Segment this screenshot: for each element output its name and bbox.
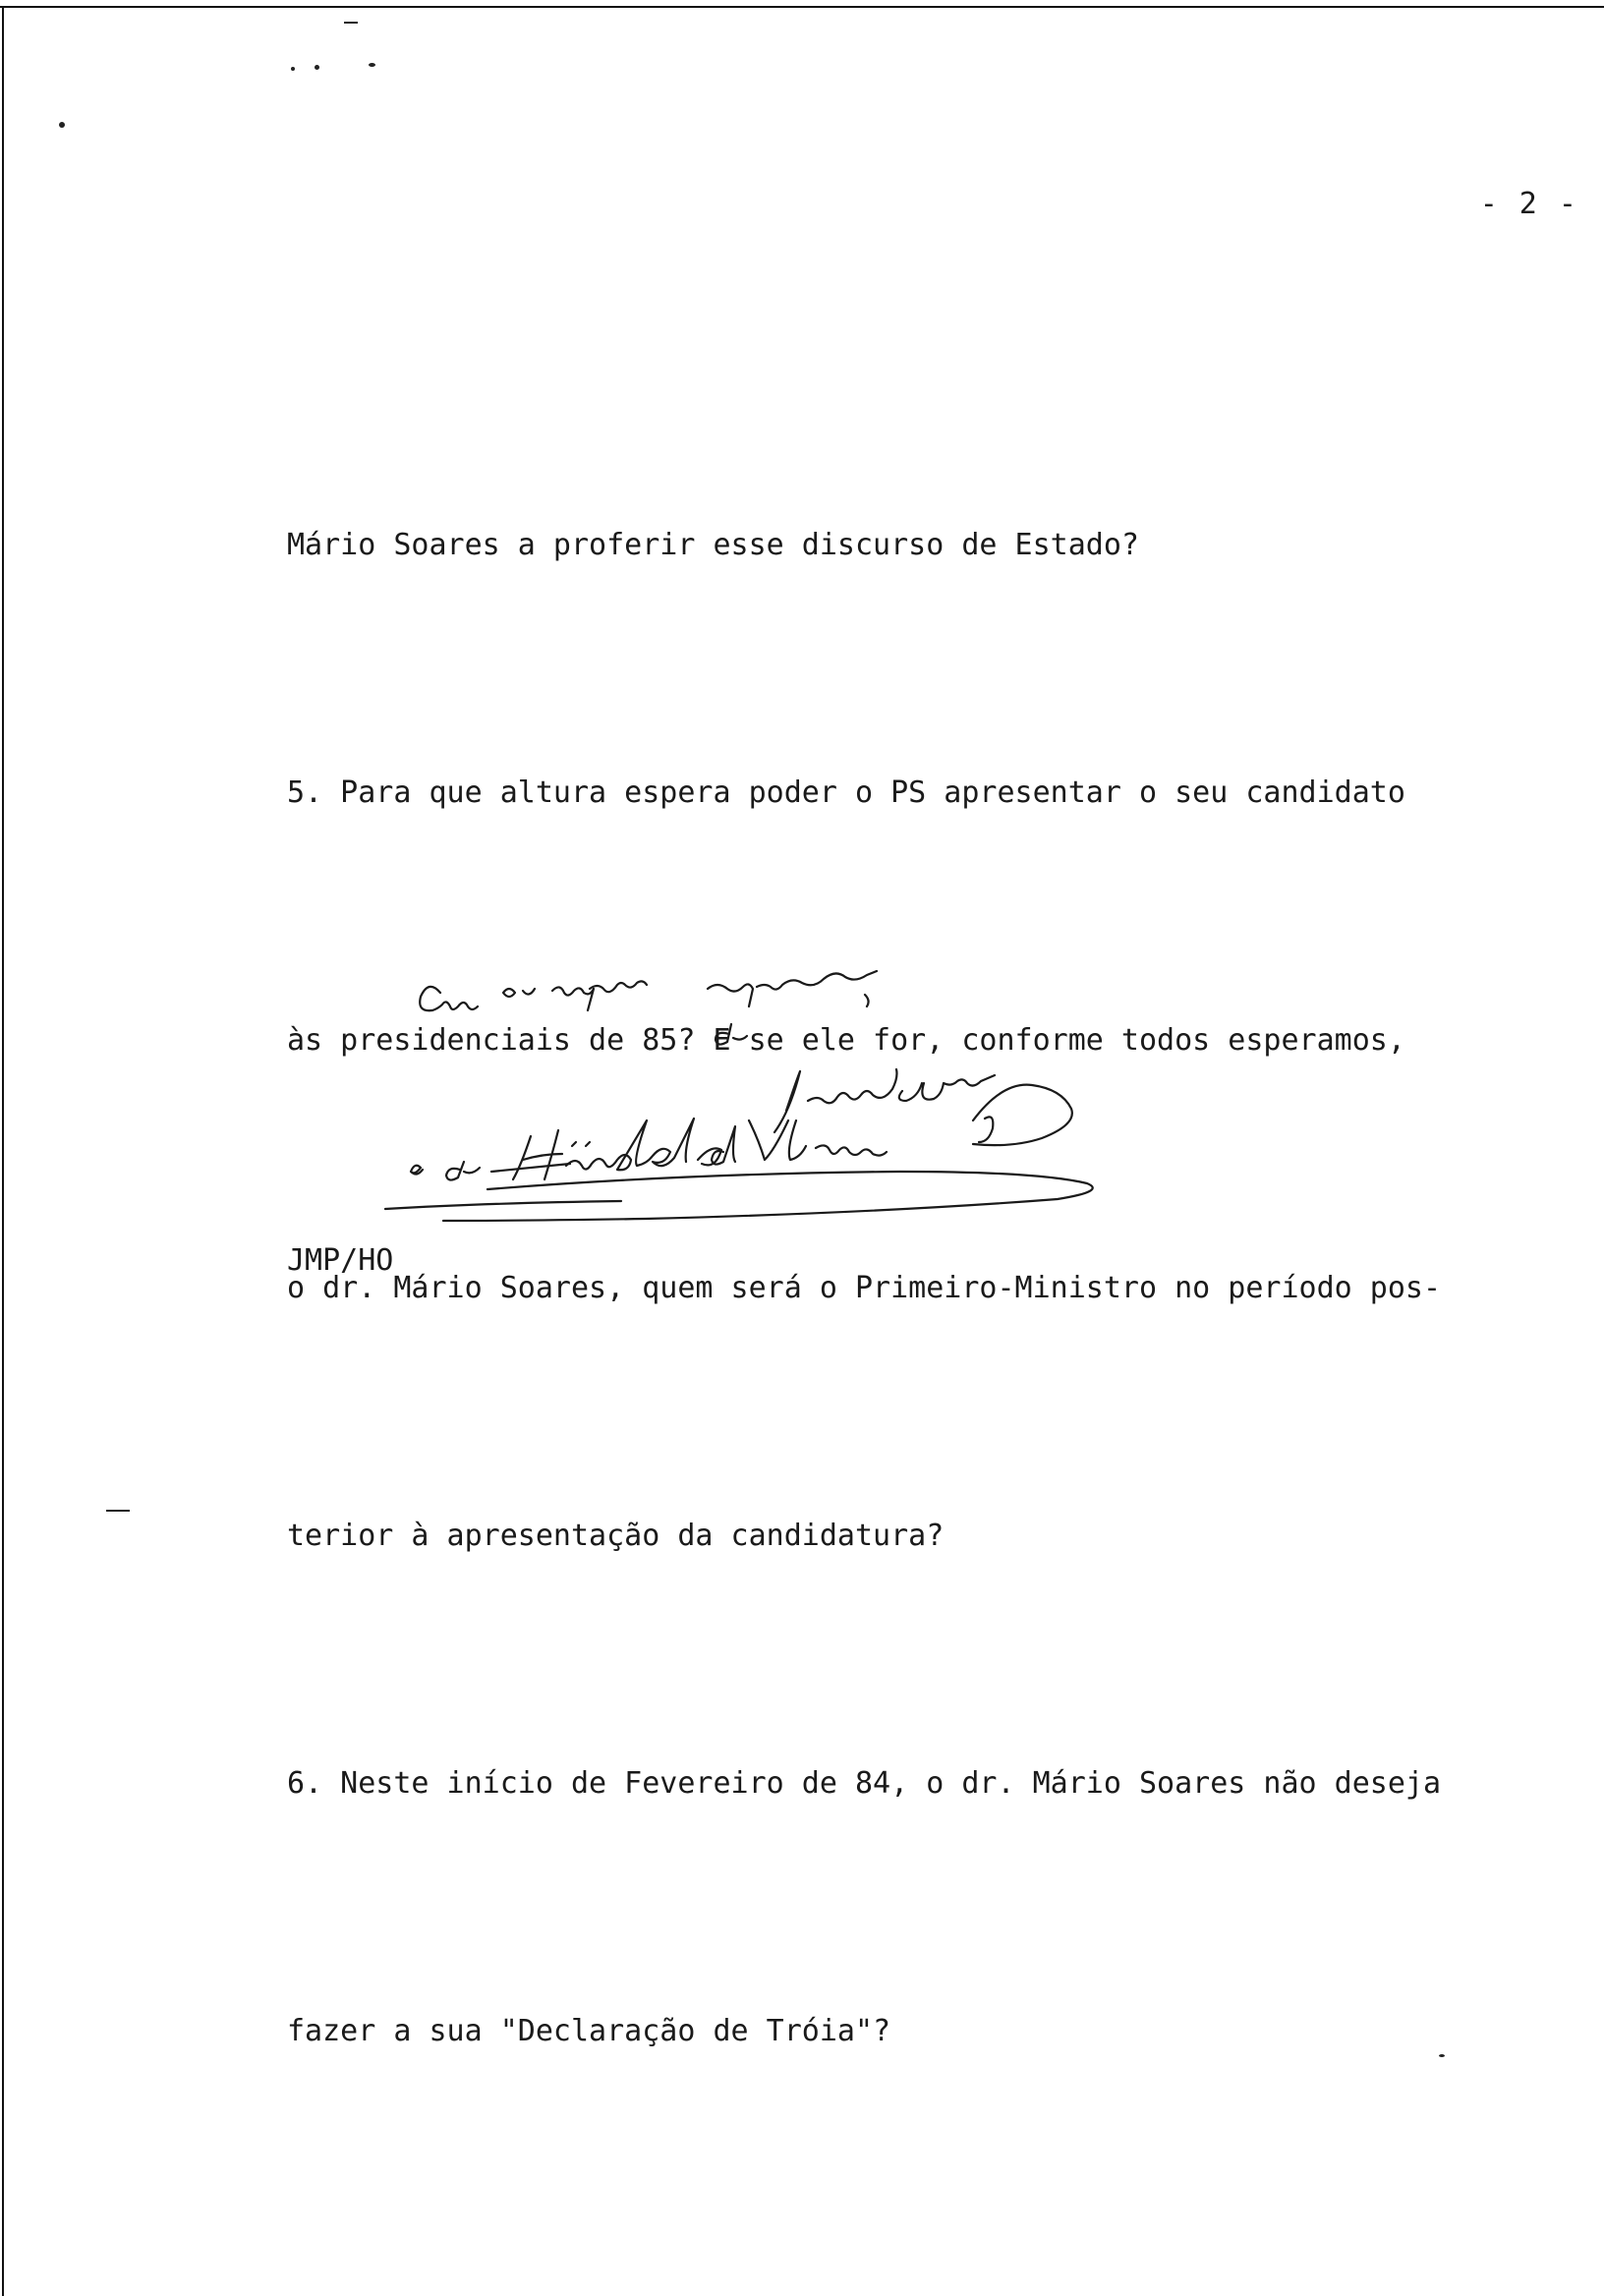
scan-speck xyxy=(369,63,375,67)
reference-initials: JMP/HO xyxy=(287,1243,394,1278)
handwritten-signature-drawing xyxy=(295,944,1179,1278)
scan-speck xyxy=(315,65,319,70)
body-line: fazer a sua "Declaração de Tróia"? xyxy=(287,2014,891,2048)
body-line: terior à apresentação da candidatura? xyxy=(287,1519,945,1553)
page-border-left xyxy=(2,6,4,2296)
scan-speck xyxy=(59,122,65,128)
scan-mark xyxy=(106,1510,130,1512)
page-number: - 2 - xyxy=(1479,187,1578,221)
body-line: o dr. Mário Soares, quem será o Primeiro-Ministro no período pos- xyxy=(287,1271,1441,1305)
body-line: às presidenciais de 85? E se ele for, conforme todos esperamos, xyxy=(287,1023,1405,1058)
handwritten-closing xyxy=(295,944,1179,1278)
scan-mark xyxy=(344,22,358,24)
page-border-top xyxy=(0,6,1604,8)
body-line: Mário Soares a proferir esse discurso de Estado? xyxy=(287,528,1139,562)
body-line: 6. Neste início de Fevereiro de 84, o dr. Mário Soares não deseja xyxy=(287,1766,1441,1801)
body-line: 5. Para que altura espera poder o PS apresentar o seu candidato xyxy=(287,775,1405,810)
scan-speck xyxy=(291,67,295,71)
